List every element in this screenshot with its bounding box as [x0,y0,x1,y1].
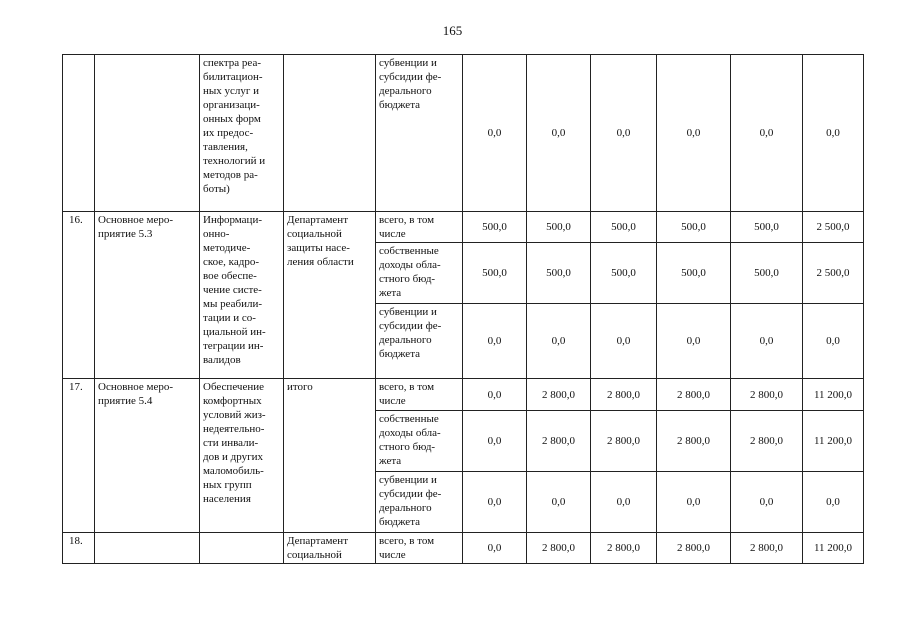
table-row [63,55,864,212]
table-row [63,212,864,243]
value-total-cell: 2 500,0 [803,243,864,304]
funding-source-cell [376,304,463,379]
value-cell: 500,0 [731,243,803,304]
value-cell: 500,0 [527,243,591,304]
value-cell: 500,0 [591,243,657,304]
value-cell: 2 800,0 [527,411,591,472]
value-cell: 0,0 [731,304,803,379]
row-number-cell: 16. [63,212,95,379]
value-cell: 0,0 [463,472,527,533]
activity-cell [200,533,284,564]
page-number: 165 [442,23,463,38]
value-cell: 0,0 [591,55,657,212]
value-cell: 2 800,0 [731,411,803,472]
value-cell: 0,0 [731,472,803,533]
measure-name-cell [95,379,200,533]
value-total-cell: 11 200,0 [803,411,864,472]
funding-source-cell [376,55,463,212]
value-total-cell: 11 200,0 [803,533,864,564]
value-cell: 0,0 [527,472,591,533]
executor-cell [284,55,376,212]
value-cell: 0,0 [463,379,527,411]
value-cell: 500,0 [527,212,591,243]
value-cell: 0,0 [657,472,731,533]
activity-text: спектра реа- билитацион- ных услуг и организаци- онных форм их предос- тавления, технологий и методов ра- боты) [203,57,266,195]
funding-source-text: собственные доходы обла- стного бюд- жета [379,413,441,467]
row-number-cell: 17. [63,379,95,533]
value-cell: 0,0 [591,304,657,379]
funding-source-cell [376,212,463,243]
funding-source-text: субвенции и субсидии фе- дерального бюджета [379,57,442,111]
executor-cell [284,212,376,379]
value-cell: 0,0 [731,55,803,212]
value-cell: 0,0 [527,304,591,379]
executor-text: Департамент социальной [287,535,349,561]
activity-cell [200,212,284,379]
activity-cell [200,379,284,533]
value-cell: 500,0 [657,212,731,243]
funding-source-text: всего, в том числе [379,214,435,240]
measure-name-text: Основное меро- приятие 5.3 [98,214,174,240]
value-total-cell: 2 500,0 [803,212,864,243]
funding-source-cell [376,243,463,304]
budget-table [62,54,864,564]
value-cell: 2 800,0 [731,533,803,564]
funding-source-cell [376,533,463,564]
row-number-cell: 18. [63,533,95,564]
value-cell: 500,0 [463,212,527,243]
value-cell: 0,0 [657,304,731,379]
row-number-cell [63,55,95,212]
value-cell: 0,0 [463,55,527,212]
value-total-cell: 0,0 [803,472,864,533]
executor-cell [284,533,376,564]
value-cell: 0,0 [463,533,527,564]
table-row [63,533,864,564]
value-total-cell: 0,0 [803,55,864,212]
value-cell: 0,0 [657,55,731,212]
value-cell: 2 800,0 [527,379,591,411]
measure-name-text: Основное меро- приятие 5.4 [98,381,174,407]
value-cell: 2 800,0 [657,411,731,472]
value-cell: 500,0 [591,212,657,243]
funding-source-text: всего, в том числе [379,535,435,561]
activity-text: Обеспечение комфортных условий жиз- недеятельно- сти инвали- дов и других маломобиль- ных групп населения [203,381,266,505]
value-cell: 0,0 [527,55,591,212]
funding-source-text: собственные доходы обла- стного бюд- жета [379,245,441,299]
measure-name-cell [95,212,200,379]
activity-text: Информаци- онно- методиче- ское, кадро- вое обеспе- чение систе- мы реабили- тации и со- циальной ин- теграции ин- валидов [203,214,266,366]
value-total-cell: 11 200,0 [803,379,864,411]
value-total-cell: 0,0 [803,304,864,379]
value-cell: 500,0 [731,212,803,243]
value-cell: 0,0 [463,411,527,472]
executor-text: Департамент социальной защиты насе- ления области [287,214,354,268]
funding-source-cell [376,472,463,533]
funding-source-cell [376,379,463,411]
value-cell: 2 800,0 [591,411,657,472]
value-cell: 0,0 [463,304,527,379]
activity-cell [200,55,284,212]
funding-source-text: всего, в том числе [379,381,435,407]
value-cell: 2 800,0 [657,379,731,411]
value-cell: 500,0 [657,243,731,304]
measure-name-cell [95,55,200,212]
value-cell: 2 800,0 [527,533,591,564]
value-cell: 2 800,0 [591,379,657,411]
funding-source-text: субвенции и субсидии фе- дерального бюджета [379,474,442,528]
value-cell: 0,0 [591,472,657,533]
measure-name-cell [95,533,200,564]
funding-source-cell [376,411,463,472]
funding-source-text: субвенции и субсидии фе- дерального бюджета [379,306,442,360]
value-cell: 2 800,0 [591,533,657,564]
executor-text: итого [287,381,313,393]
executor-cell [284,379,376,533]
value-cell: 2 800,0 [657,533,731,564]
value-cell: 500,0 [463,243,527,304]
value-cell: 2 800,0 [731,379,803,411]
table-row [63,379,864,411]
